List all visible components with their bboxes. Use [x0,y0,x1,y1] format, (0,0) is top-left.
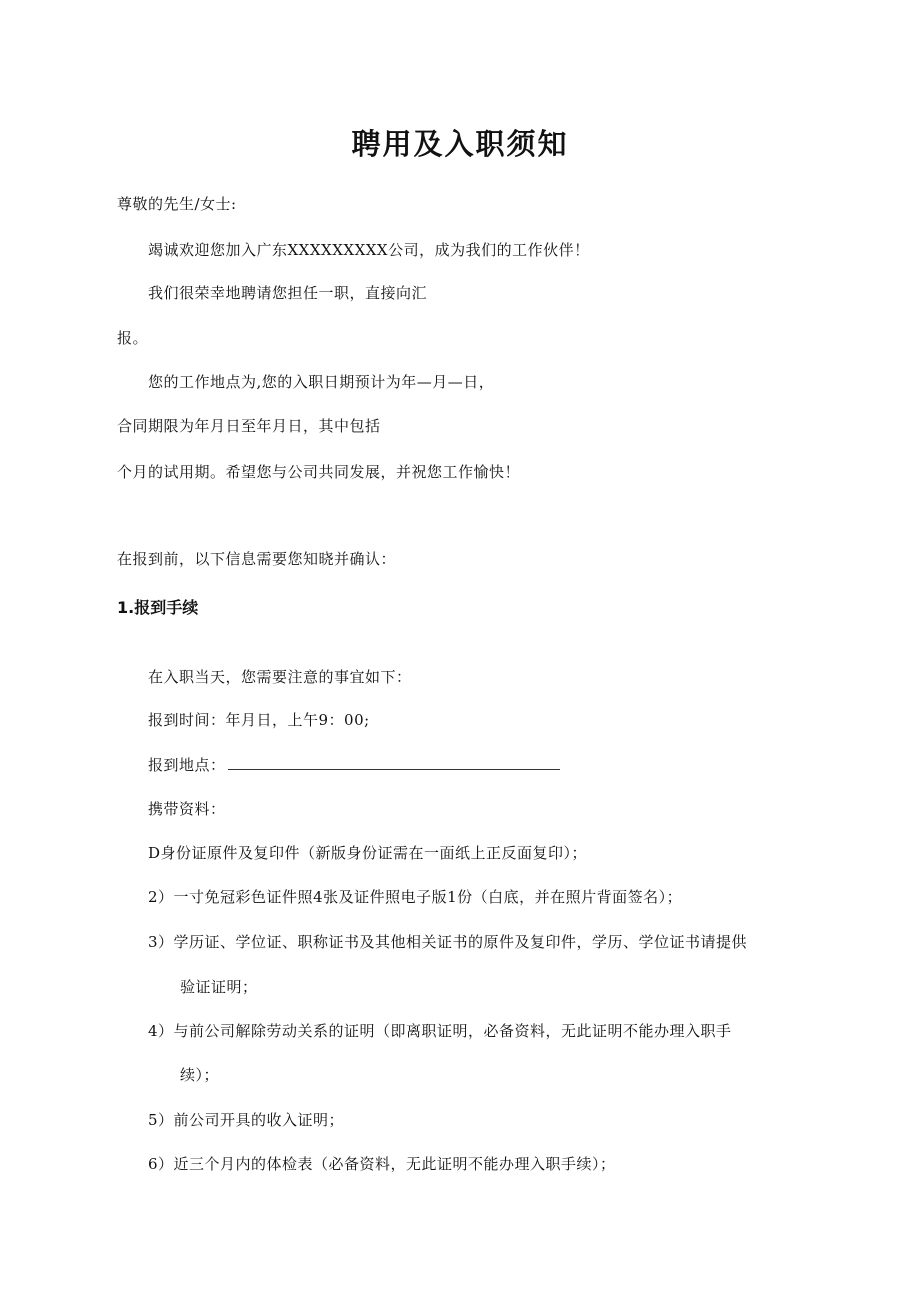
list-item-continuation: 续）； [180,1066,220,1084]
report-place [148,755,560,775]
list-item: D身份证原件及复印件（新版身份证需在一面纸上正反面复印）； [148,844,588,862]
confirm-note: 在报到前，以下信息需要您知晓并确认： [117,550,397,568]
salutation: 尊敬的先生/女士: [117,195,237,213]
contract-line-1: 合同期限为年月日至年月日，其中包括 [117,417,381,435]
list-item: 2）一寸免冠彩色证件照4张及证件照电子版1份（白底，并在照片背面签名）； [148,888,683,906]
welcome-paragraph: 竭诚欢迎您加入广东XXXXXXXXX公司，成为我们的工作伙伴！ [148,241,590,259]
report-time: 报到时间：年月日，上午9：00; [148,711,370,729]
report-place-label: 报到地点： [148,756,226,774]
section-heading-report-procedures: 1.报到手续 [117,598,199,617]
position-line-2: 报。 [117,329,149,347]
materials-label: 携带资料： [148,800,226,818]
report-place-blank [228,755,560,770]
page-title: 聘用及入职须知 [351,127,569,161]
section-note: 在入职当天，您需要注意的事宜如下： [148,668,412,686]
list-item: 6）近三个月内的体检表（必备资料，无此证明不能办理入职手续）； [148,1155,616,1173]
list-item: 5）前公司开具的收入证明； [148,1111,345,1129]
location-line: 您的工作地点为,您的入职日期预计为年—月—日， [148,373,495,391]
position-line-1: 我们很荣幸地聘请您担任一职，直接向汇 [148,284,428,302]
contract-line-2: 个月的试用期。希望您与公司共同发展，并祝您工作愉快！ [117,463,521,481]
list-item-continuation: 验证证明； [180,978,258,996]
list-item: 4）与前公司解除劳动关系的证明（即离职证明，必备资料，无此证明不能办理入职手 [148,1022,732,1040]
list-item: 3）学历证、学位证、职称证书及其他相关证书的原件及复印件，学历、学位证书请提供 [148,933,748,951]
